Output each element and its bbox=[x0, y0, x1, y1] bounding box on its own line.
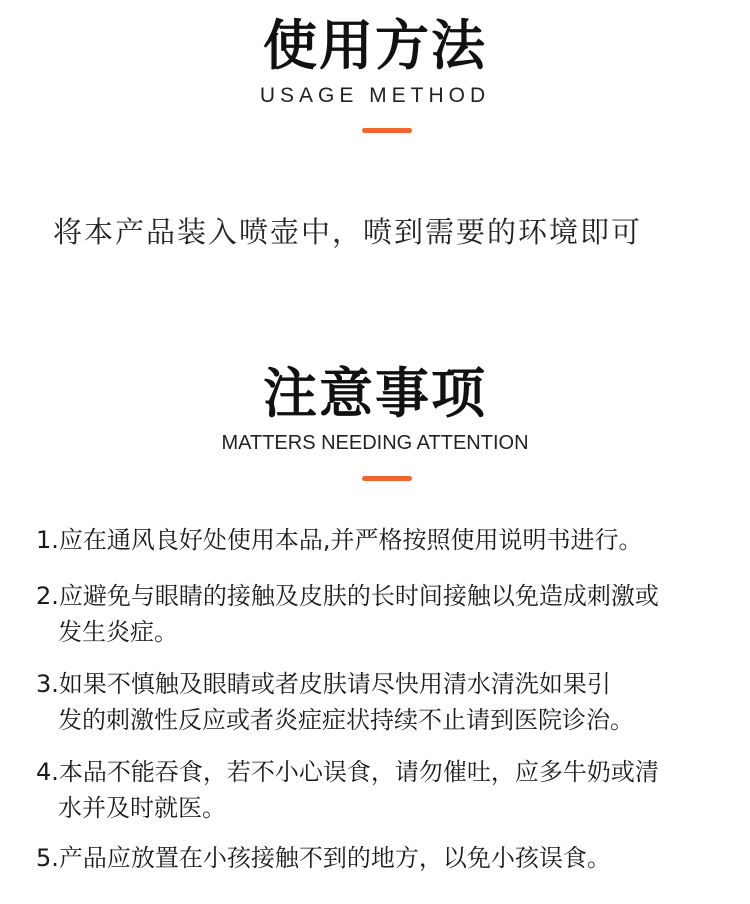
attention-subtitle: MATTERS NEEDING ATTENTION bbox=[221, 432, 529, 454]
usage-accent-divider bbox=[362, 128, 412, 133]
attention-item-3-line-2: 发的刺激性反应或者炎症症状持续不止请到医院诊治。 bbox=[58, 706, 634, 734]
attention-item-2-line-2: 发生炎症。 bbox=[58, 618, 178, 646]
usage-subtitle: USAGE METHOD bbox=[259, 84, 491, 107]
attention-accent-divider bbox=[362, 476, 412, 481]
attention-item-3 bbox=[36, 666, 750, 738]
attention-item-5-line-1: 5.产品应放置在小孩接触不到的地方，以免小孩误食。 bbox=[36, 844, 611, 872]
attention-item-1 bbox=[36, 522, 750, 558]
usage-title: 使用方法 bbox=[263, 14, 487, 77]
attention-item-4-line-2: 水并及时就医。 bbox=[58, 794, 226, 822]
attention-title: 注意事项 bbox=[263, 362, 487, 425]
usage-instructions: 将本产品装入喷壶中，喷到需要的环境即可 bbox=[53, 215, 643, 249]
attention-item-5 bbox=[36, 840, 750, 876]
attention-item-1-line-1: 1.应在通风良好处使用本品,并严格按照使用说明书进行。 bbox=[36, 526, 643, 554]
attention-item-4-line-1: 4.本品不能吞食，若不小心误食，请勿催吐，应多牛奶或清 bbox=[36, 758, 659, 786]
attention-item-2-line-1: 2.应避免与眼睛的接触及皮肤的长时间接触以免造成刺激或 bbox=[36, 582, 659, 610]
attention-item-4 bbox=[36, 754, 750, 826]
attention-item-2 bbox=[36, 578, 750, 650]
attention-item-3-line-1: 3.如果不慎触及眼睛或者皮肤请尽快用清水清洗如果引 bbox=[36, 670, 611, 698]
